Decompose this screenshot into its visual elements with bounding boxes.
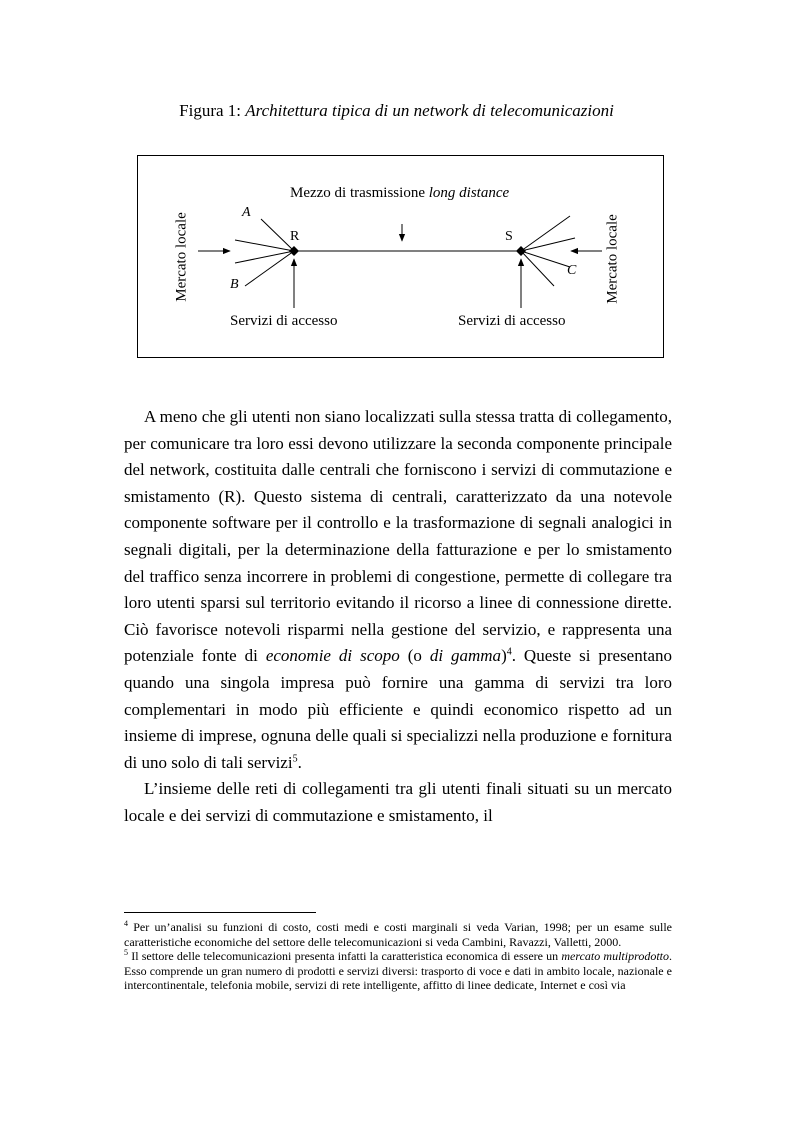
letter-a: A [242, 205, 251, 220]
figure-caption [0, 101, 793, 121]
letter-c: C [567, 263, 577, 278]
footnote-4: $^4$ Per un’analisi su funzioni di costo, costi medi e costi marginali si veda Varian, 1998; per un esame sulle caratteristiche economiche del settore delle telecomunicazioni si veda Cambini, Ravazzi, Valletti, 2000. [124, 919, 672, 949]
footnote-5: $^5$ Il settore delle telecomunicazioni presenta infatti la caratteristica economica di essere un mercato multiprodotto. Esso comprende un gran numero di prodotti e servizi diversi: trasporto di voce e dati in ambito locale, nazionale e intercontinentale, telefonia mobile, servizi di rete intelligente, affitto di linee dedicate, Internet e così via [124, 948, 672, 992]
caption-label: Figura 1: [179, 101, 241, 120]
footnote-ref-5: 5 [292, 753, 298, 765]
left-market-label: Mercato locale [173, 211, 190, 302]
node-s-label: S [505, 229, 513, 244]
footnote-separator [124, 912, 316, 913]
footnotes [124, 920, 672, 993]
footnote-ref-4: 4 [506, 646, 512, 658]
letter-b: B [230, 277, 239, 292]
access-label-left: Servizi di accesso [230, 313, 338, 329]
node-r-label: R [290, 229, 300, 244]
paragraph-2: L’insieme delle reti di collegamenti tra gli utenti finali situati su un mercato locale e dei servizi di commutazione e smistamento, il [124, 779, 672, 825]
body-text [124, 404, 672, 830]
caption-title: Architettura tipica di un network di telecomunicazioni [245, 101, 614, 120]
paragraph-1: A meno che gli utenti non siano localizzati sulla stessa tratta di collegamento, per comunicare tra loro essi devono utilizzare la seconda componente principale del network, costituita dalle centrali che forniscono i servizi di commutazione e smistamento (R). Questo sistema di centrali, caratterizzato da una notevole componente software per il controllo e la trasformazione di segnali analogici in segnali digitali, per la determinazione della fatturazione e per lo smistamento del traffico senza incorrere in problemi di congestione, permette di collegare tra loro utenti sparsi sul territorio evitando il ricorso a linee di connessione dirette. Ciò favorisce notevoli risparmi nella gestione del servizio, e rappresenta una potenziale fonte di economie di scopo (o di gamma)$^4$. Queste si presentano quando una singola impresa può fornire una gamma di servizi tra loro complementari in modo più efficiente e quindi economico rispetto ad un insieme di imprese, ognuna delle quali si specializzi nella produzione e fornitura di uno solo di tali servizi$^5$. [124, 407, 672, 772]
long-distance-label: Mezzo di trasmissione long distance [290, 185, 510, 201]
access-label-right: Servizi di accesso [458, 313, 566, 329]
right-market-label: Mercato locale [604, 214, 621, 304]
